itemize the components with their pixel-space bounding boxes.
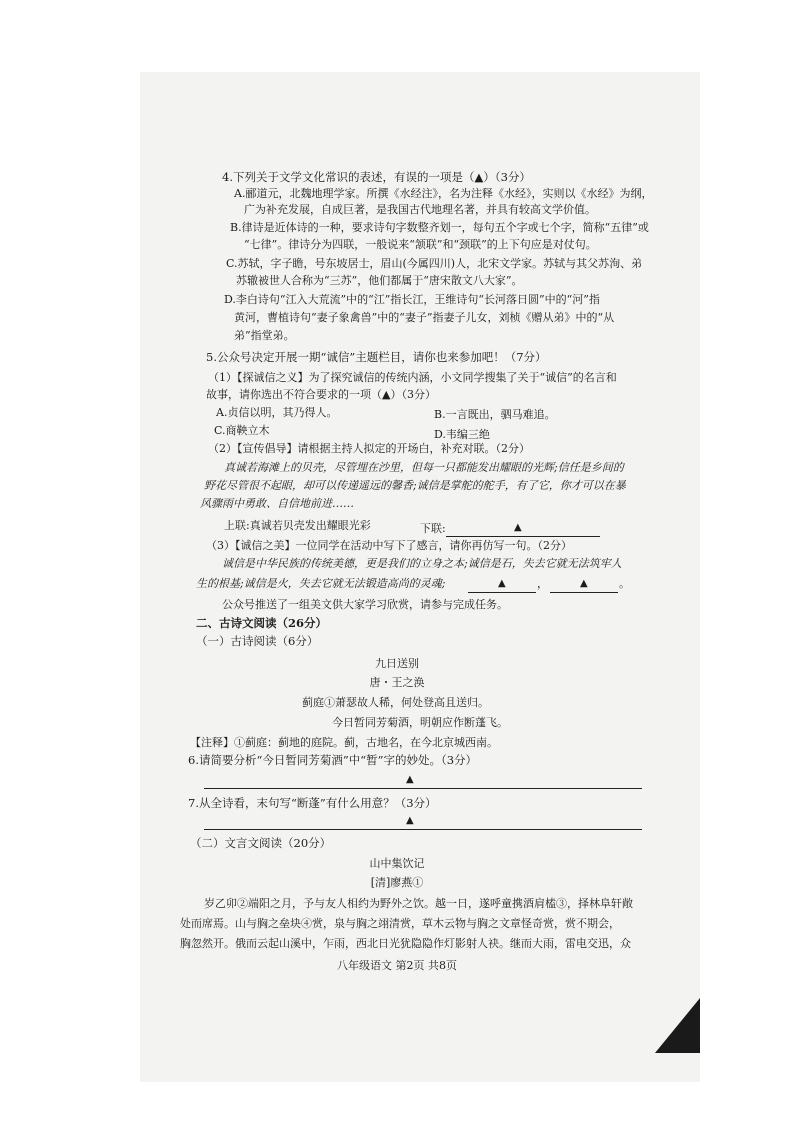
q5-part1-line2: 故事，请你选出不符合要求的一项（▲）（3分） <box>206 388 436 401</box>
question-6: 6.请简要分析“今日暂同芳菊酒”中“暂”字的妙处。（3分） <box>188 753 478 767</box>
q4-stem: 4.下列关于文学文化常识的表述，有误的一项是（▲）（3分） <box>222 170 531 184</box>
q7-answer-line[interactable] <box>204 829 642 830</box>
prose-author: [清]廖燕① <box>370 876 424 889</box>
poem-author: 唐・王之涣 <box>369 676 425 689</box>
q5-imitation-blank-2[interactable] <box>550 592 618 593</box>
q5-option-b: B.一言既出，驷马难追。 <box>434 408 556 421</box>
q4-option-d-line3: 弟”指堂弟。 <box>234 329 295 342</box>
q4-option-d-line2: 黄河，曹植诗句“妻子象禽兽”中的“妻子”指妻子儿女，刘桢《赠从弟》中的“从 <box>234 311 615 324</box>
q6-answer-line[interactable] <box>204 788 642 789</box>
question-7: 7.从全诗看，末句写“断蓬”有什么用意？（3分） <box>188 796 437 810</box>
q5-part2: （2）【宣传倡导】请根据主持人拟定的开场白，补充对联。（2分） <box>208 442 530 455</box>
prose-line-2: 处而席焉。山与胸之垒块④赏，泉与胸之翊清赏，草木云物与胸之文章怪奇赏，赏不期会， <box>180 917 620 930</box>
q4-option-b-line1: B.律诗是近体诗的一种，要求诗句字数整齐划一，每句五个字或七个字，简称“五律”或 <box>230 221 649 234</box>
prose-line-1: 岁乙卯②端阳之月，予与友人相约为野外之饮。越一日，遂呼童携酒肩榼③，择林阜轩敞 <box>204 897 633 910</box>
q4-option-b-line2: “七律”。律诗分为四联，一般说来“颔联”和“颈联”的上下句应是对仗句。 <box>244 238 597 251</box>
q5-opening-line2: 野花尽管很不起眼，却可以传递遥远的馨香;诚信是掌舵的舵手，有了它，你才可以在暴 <box>204 479 626 492</box>
q5-lower-couplet-label: 下联: <box>420 522 446 535</box>
poem-line-2: 今日暂同芳菊酒，明朝应作断蓬飞。 <box>332 716 508 729</box>
answer-marker: ▲ <box>406 815 414 826</box>
q5-option-a: A.贞信以明，其乃得人。 <box>216 406 338 419</box>
poem-section-title: （一）古诗阅读（6分） <box>196 634 319 648</box>
q5-part1-line1: （1）【探诚信之义】为了探究诚信的传统内涵，小文同学搜集了关于“诚信”的名言和 <box>208 371 617 384</box>
poem-title: 九日送别 <box>375 657 419 670</box>
q5-reflection-line1: 诚信是中华民族的传统美德，更是我们的立身之本;诚信是石，失去它就无法筑牢人 <box>222 557 622 570</box>
answer-marker: ▲ <box>498 578 506 589</box>
poem-note: 【注释】①蓟庭：蓟地的庭院。蓟，古地名，在今北京城西南。 <box>190 736 498 749</box>
page-footer: 八年级语文 第2页 共8页 <box>337 959 457 972</box>
q4-option-d-line1: D.李白诗句“江入大荒流”中的“江”指长江，王维诗句“长河落日圆”中的“河”指 <box>224 293 600 306</box>
answer-marker: ▲ <box>514 522 522 533</box>
q5-opening-line3: 风骤雨中勇敢、自信地前进…… <box>200 497 354 510</box>
q5-lower-couplet-blank[interactable] <box>446 536 600 537</box>
section-2-title: 二、古诗文阅读（26分） <box>196 616 328 630</box>
q5-part3: （3）【诚信之美】一位同学在活动中写下了感言，请你再仿写一句。（2分） <box>206 539 572 552</box>
q4-option-c-line2: 苏辙被世人合称为“三苏”，他们都属于“唐宋散文八大家”。 <box>236 274 523 287</box>
q5-stem: 5.公众号决定开展一期“诚信”主题栏目，请你也来参加吧！（7分） <box>206 350 547 364</box>
prose-title: 山中集饮记 <box>369 857 425 870</box>
q4-option-a-line2: 广为补充发展，自成巨著，是我国古代地理名著，并具有较高文学价值。 <box>244 203 596 216</box>
q5-imitation-blank-1[interactable] <box>468 592 536 593</box>
q5-comma: ， <box>537 577 548 590</box>
q5-period: 。 <box>619 577 630 590</box>
q5-opening-line1: 真诚若海滩上的贝壳，尽管埋在沙里，但每一只都能发出耀眼的光辉;信任是乡间的 <box>224 461 624 474</box>
q5-upper-couplet: 上联:真诚若贝壳发出耀眼光彩 <box>224 519 371 532</box>
prose-line-3: 胸忽然开。俄而云起山溪中，乍雨，西北日光犹隐隐作灯影射人袂。继而大雨，雷电交迅，众 <box>180 937 631 950</box>
q5-option-c: C.商鞅立木 <box>214 424 270 437</box>
q4-option-a-line1: A.郦道元，北魏地理学家。所撰《水经注》，名为注释《水经》，实则以《水经》为纲， <box>234 187 653 200</box>
prose-section-title: （二）文言文阅读（20分） <box>190 836 332 850</box>
q5-reflection-line2: 生的根基;诚信是火，失去它就无法锻造高尚的灵魂; <box>196 577 446 590</box>
q5-intro: 公众号推送了一组美文供大家学习欣赏，请参与完成任务。 <box>222 598 508 611</box>
q5-option-d: D.韦编三绝 <box>434 428 490 441</box>
answer-marker: ▲ <box>406 774 414 785</box>
poem-line-1: 蓟庭①萧瑟故人稀，何处登高且送归。 <box>302 696 489 709</box>
answer-marker: ▲ <box>580 578 588 589</box>
q4-option-c-line1: C.苏轼，字子瞻，号东坡居士，眉山(今属四川)人，北宋文学家。苏轼与其父苏洵、弟 <box>226 257 643 270</box>
